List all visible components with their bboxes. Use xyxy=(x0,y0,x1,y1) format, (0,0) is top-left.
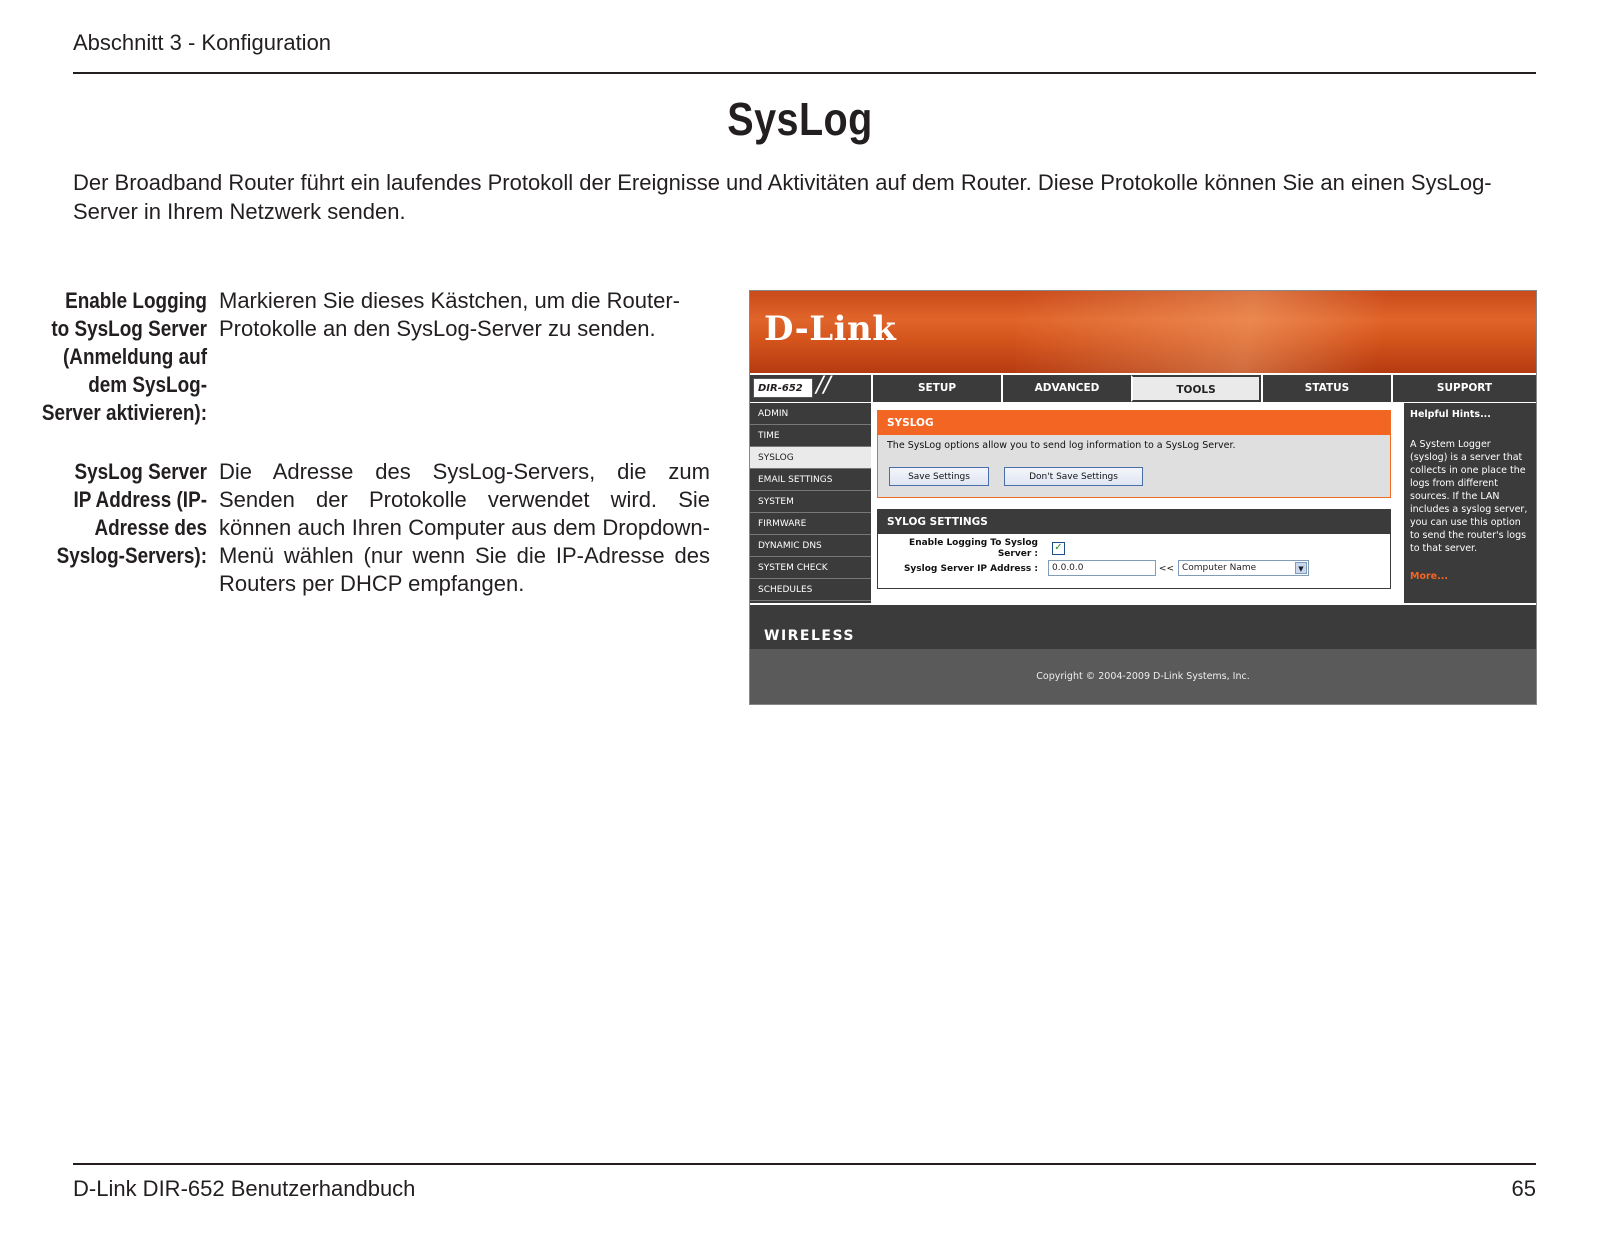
tab-support[interactable]: SUPPORT xyxy=(1391,375,1536,402)
main-content xyxy=(871,403,1389,603)
sidebar-item-schedules[interactable]: SCHEDULES xyxy=(750,579,871,601)
enable-logging-checkbox[interactable]: ✓ xyxy=(1052,542,1065,555)
syslog-box xyxy=(877,410,1391,498)
slashes-decoration: // xyxy=(816,373,831,398)
router-screenshot xyxy=(749,290,1537,705)
sidebar-item-admin[interactable]: ADMIN xyxy=(750,403,871,425)
intro-paragraph: Der Broadband Router führt ein laufendes Protokoll der Ereignisse und Aktivitäten auf dem Router. Diese Protokolle können Sie an einen SysLog-Server in Ihrem Netzwerk senden. xyxy=(73,170,1492,224)
section-header: Abschnitt 3 - Konfiguration xyxy=(73,30,332,55)
syslog-settings-box xyxy=(877,509,1391,589)
syslog-box-text: The SysLog options allow you to send log information to a SysLog Server. xyxy=(887,440,1236,451)
sidebar-item-system-check[interactable]: SYSTEM CHECK xyxy=(750,557,871,579)
footer-rule xyxy=(73,1163,1536,1165)
syslog-box-title: SYSLOG xyxy=(878,411,1390,435)
hints-title: Helpful Hints... xyxy=(1410,409,1491,420)
sidebar-item-firmware[interactable]: FIRMWARE xyxy=(750,513,871,535)
syslog-ip-label: Syslog Server IP Address : xyxy=(903,564,1038,574)
syslog-settings-title: SYLOG SETTINGS xyxy=(878,510,1390,534)
dont-save-settings-button[interactable]: Don't Save Settings xyxy=(1004,467,1143,486)
hints-body: A System Logger (syslog) is a server that collects in one place the logs from different sources. If the LAN includes a syslog server, you can use this option to send the router's logs to that server. xyxy=(1410,439,1528,554)
top-nav xyxy=(750,375,1536,402)
model-area xyxy=(750,375,871,402)
page-title: SysLog xyxy=(727,93,873,145)
copy-arrow: << xyxy=(1158,564,1174,574)
tab-setup[interactable]: SETUP xyxy=(871,375,1001,402)
desc-enable-logging: Markieren Sie dieses Kästchen, um die Router-Protokolle an den SysLog-Server zu senden. xyxy=(219,288,680,341)
footer-page-number: 65 xyxy=(1511,1176,1536,1201)
footer-manual: D-Link DIR-652 Benutzerhandbuch xyxy=(73,1176,416,1201)
copyright: Copyright © 2004-2009 D-Link Systems, Inc. xyxy=(750,649,1536,704)
term-syslog-ip: SysLog Server IP Address (IP- Adresse des Syslog-Servers): xyxy=(56,459,207,568)
tab-tools[interactable]: TOOLS xyxy=(1131,375,1261,402)
dlink-banner xyxy=(750,291,1536,373)
helpful-hints-panel xyxy=(1404,403,1536,603)
chevron-down-icon[interactable]: ▼ xyxy=(1295,562,1307,574)
sidebar-item-syslog[interactable]: SYSLOG xyxy=(750,447,871,469)
term-enable-logging: Enable Logging to SysLog Server (Anmeldung auf dem SysLog- Server aktivieren): xyxy=(41,288,207,425)
syslog-ip-input[interactable]: 0.0.0.0 xyxy=(1048,560,1156,576)
sidebar-item-dynamic-dns[interactable]: DYNAMIC DNS xyxy=(750,535,871,557)
sidebar-item-email-settings[interactable]: EMAIL SETTINGS xyxy=(750,469,871,491)
sidebar-item-time[interactable]: TIME xyxy=(750,425,871,447)
sidebar-item-system[interactable]: SYSTEM xyxy=(750,491,871,513)
header-rule xyxy=(73,72,1536,74)
enable-logging-label: Enable Logging To Syslog Server : xyxy=(909,538,1038,559)
computer-name-select[interactable]: Computer Name ▼ xyxy=(1178,560,1309,576)
dlink-logo: D-Link xyxy=(764,309,897,349)
wireless-footer-logo: WIRELESS xyxy=(750,605,1536,649)
tab-advanced[interactable]: ADVANCED xyxy=(1001,375,1131,402)
save-settings-button[interactable]: Save Settings xyxy=(889,467,989,486)
model-badge: DIR-652 xyxy=(753,378,813,398)
desc-syslog-ip: Die Adresse des SysLog-Servers, die zum Senden der Protokolle verwendet wird. Sie können auch Ihren Computer aus dem Dropdown-Menü wählen (nur wenn Sie die IP-Adresse des Routers per DHCP empfangen. xyxy=(219,459,710,596)
hints-more-link[interactable]: More... xyxy=(1410,571,1448,582)
tab-status[interactable]: STATUS xyxy=(1261,375,1391,402)
sidebar xyxy=(750,403,871,603)
